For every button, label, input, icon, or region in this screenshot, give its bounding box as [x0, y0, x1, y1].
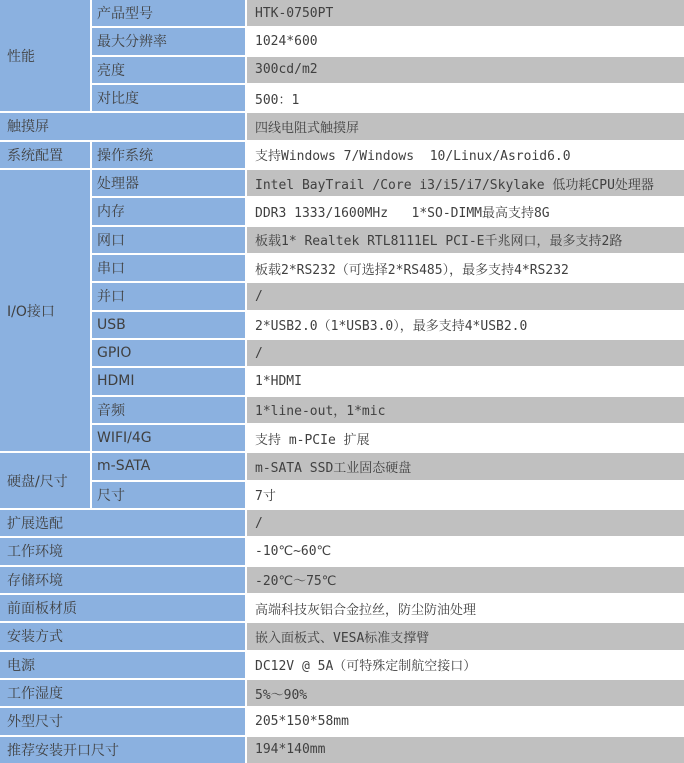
spec-label-touchscreen: 触摸屏 [0, 113, 245, 139]
spec-value-hdmi: 1*HDMI [247, 368, 684, 394]
category-cell-system-config: 系统配置 [0, 142, 90, 168]
spec-label-serial-port: 串口 [92, 255, 245, 281]
category-cell-disk-size: 硬盘/尺寸 [0, 453, 90, 508]
spec-value-ethernet: 板载1* Realtek RTL8111EL PCI-E千兆网口，最多支持2路 [247, 227, 684, 253]
spec-label-power: 电源 [0, 652, 245, 678]
spec-label-m-sata: m-SATA [92, 453, 245, 479]
spec-label-operating-humidity: 工作湿度 [0, 680, 245, 706]
spec-value-screen-size: 7寸 [247, 482, 684, 508]
spec-value-m-sata: m-SATA SSD工业固态硬盘 [247, 453, 684, 479]
spec-label-product-model: 产品型号 [92, 0, 245, 26]
spec-label-front-panel-material: 前面板材质 [0, 595, 245, 621]
spec-value-front-panel-material: 高端科技灰铝合金拉丝，防尘防油处理 [247, 595, 684, 621]
spec-value-memory: DDR3 1333/1600MHz 1*SO-DIMM最高支持8G [247, 198, 684, 224]
spec-label-os: 操作系统 [92, 142, 245, 168]
spec-value-audio: 1*line-out，1*mic [247, 397, 684, 423]
spec-value-recommended-cutout: 194*140mm [247, 737, 684, 763]
spec-value-touchscreen: 四线电阻式触摸屏 [247, 113, 684, 139]
spec-label-operating-environment: 工作环境 [0, 538, 245, 564]
spec-value-max-resolution: 1024*600 [247, 28, 684, 54]
spec-label-parallel-port: 并口 [92, 283, 245, 309]
category-cell-performance: 性能 [0, 0, 90, 111]
spec-label-memory: 内存 [92, 198, 245, 224]
spec-label-expansion: 扩展选配 [0, 510, 245, 536]
spec-label-overall-dimensions: 外型尺寸 [0, 708, 245, 734]
spec-value-serial-port: 板载2*RS232（可选择2*RS485），最多支持4*RS232 [247, 255, 684, 281]
spec-label-storage-environment: 存储环境 [0, 567, 245, 593]
spec-value-storage-environment: -20℃～75℃ [247, 567, 684, 593]
spec-value-product-model: HTK-0750PT [247, 0, 684, 26]
spec-value-wifi-4g: 支持 m-PCIe 扩展 [247, 425, 684, 451]
spec-label-wifi-4g: WIFI/4G [92, 425, 245, 451]
spec-value-brightness: 300cd/m2 [247, 57, 684, 83]
spec-label-audio: 音频 [92, 397, 245, 423]
spec-label-usb: USB [92, 312, 245, 338]
spec-value-mounting-method: 嵌入面板式、VESA标准支撑臂 [247, 623, 684, 649]
spec-value-usb: 2*USB2.0（1*USB3.0），最多支持4*USB2.0 [247, 312, 684, 338]
spec-label-max-resolution: 最大分辨率 [92, 28, 245, 54]
spec-value-operating-humidity: 5%～90% [247, 680, 684, 706]
spec-value-power: DC12V @ 5A（可特殊定制航空接口） [247, 652, 684, 678]
spec-label-cpu: 处理器 [92, 170, 245, 196]
spec-value-contrast: 500：1 [247, 85, 684, 111]
spec-value-expansion: / [247, 510, 684, 536]
spec-label-screen-size: 尺寸 [92, 482, 245, 508]
spec-value-os: 支持Windows 7/Windows 10/Linux/Asroid6.0 [247, 142, 684, 168]
spec-label-ethernet: 网口 [92, 227, 245, 253]
spec-value-gpio: / [247, 340, 684, 366]
spec-label-hdmi: HDMI [92, 368, 245, 394]
spec-label-contrast: 对比度 [92, 85, 245, 111]
spec-label-recommended-cutout: 推荐安装开口尺寸 [0, 737, 245, 763]
category-cell-io-ports: I/O接口 [0, 170, 90, 451]
spec-label-brightness: 亮度 [92, 57, 245, 83]
spec-value-parallel-port: / [247, 283, 684, 309]
spec-value-overall-dimensions: 205*150*58mm [247, 708, 684, 734]
spec-label-mounting-method: 安装方式 [0, 623, 245, 649]
spec-label-gpio: GPIO [92, 340, 245, 366]
spec-value-cpu: Intel BayTrail /Core i3/i5/i7/Skylake 低功耗CPU处理器 [247, 170, 684, 196]
spec-value-operating-environment: -10℃~60℃ [247, 538, 684, 564]
